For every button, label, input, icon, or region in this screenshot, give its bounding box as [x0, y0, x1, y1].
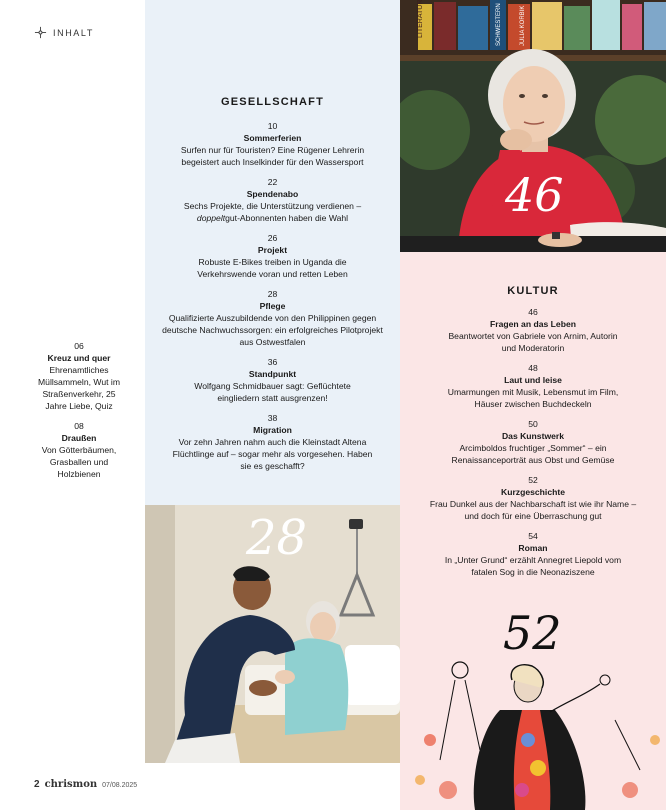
entry-title: Laut und leise [504, 375, 562, 385]
entry-desc: Frau Dunkel aus der Nachbarschaft ist wie ihr Name – und doch für eine Überraschung gut [429, 499, 637, 521]
entry-page: 26 [267, 233, 278, 243]
entry-title: Kurzgeschichte [501, 487, 565, 497]
entry-page: 38 [267, 413, 278, 423]
toc-entry[interactable] [145, 120, 400, 168]
entry-desc: Arcimboldos fruchtiger „Sommer“ – ein Renaissanceporträt aus Obst und Gemüse [451, 443, 615, 465]
toc-entry[interactable] [400, 362, 666, 410]
svg-text:SCHWESTERN: SCHWESTERN [496, 3, 502, 46]
toc-entry[interactable] [145, 176, 400, 224]
toc-entry[interactable] [0, 340, 158, 412]
svg-text:LITERATUR: LITERATUR [417, 0, 424, 38]
entry-title: Standpunkt [248, 369, 297, 379]
entry-desc: Surfen nur für Touristen? Eine Rügener Lehrerin begeistert auch Inselkinder für den Wassersport [180, 145, 365, 167]
kultur-section [400, 285, 666, 586]
left-section [0, 340, 158, 488]
entry-desc: Vor zehn Jahren nahm auch die Kleinstadt Altena Flüchtlinge auf – sogar mehr als vorgesehen. Haben sie es geschafft? [172, 437, 373, 471]
entry-title: Das Kunstwerk [501, 431, 565, 441]
svg-text:JULIA KORBIK: JULIA KORBIK [520, 5, 526, 46]
entry-desc: Wolfgang Schmidbauer sagt: Geflüchtete eingliedern statt ausgrenzen! [194, 381, 351, 403]
toc-entry[interactable] [400, 530, 666, 578]
entry-title: Spendenabo [246, 189, 299, 199]
entry-title: Sommerferien [243, 133, 302, 143]
entry-title: Migration [253, 425, 292, 435]
page-number: 2 [34, 779, 40, 790]
entry-page: 06 [74, 341, 84, 351]
portrait-page-number: 46 [505, 168, 564, 222]
entry-desc: Robuste E-Bikes treiben in Uganda die Verkehrswende voran und retten Leben [197, 257, 348, 279]
entry-desc: In „Unter Grund“ erzählt Annegret Liepold vom fatalen Sog in die Neonaziszene [444, 555, 622, 577]
entry-page: 48 [528, 363, 538, 373]
entry-desc: Sechs Projekte, die Unterstützung verdienen – doppeltgut-Abonnenten haben die Wahl [183, 201, 362, 223]
entry-page: 54 [528, 531, 538, 541]
entry-title: Roman [518, 543, 548, 553]
illustration-page-number: 52 [503, 606, 562, 660]
nurse-page-number: 28 [246, 510, 308, 566]
entry-title: Fragen an das Leben [490, 319, 576, 329]
page-footer [34, 779, 137, 790]
entry-page: 10 [267, 121, 278, 131]
fashion-illustration [400, 640, 666, 810]
brand-logo: chrismon [44, 779, 98, 790]
section-title-gesellschaft: GESELLSCHAFT [220, 96, 324, 108]
toc-entry[interactable] [145, 288, 400, 348]
section-header [34, 26, 94, 39]
entry-page: 22 [267, 177, 278, 187]
entry-page: 50 [528, 419, 538, 429]
toc-entry[interactable] [0, 420, 158, 480]
compass-cross-icon [34, 26, 47, 39]
entry-title: Pflege [259, 301, 286, 311]
entry-page: 28 [267, 289, 278, 299]
gesellschaft-section [145, 96, 400, 480]
toc-entry[interactable] [400, 418, 666, 466]
toc-entry[interactable] [400, 474, 666, 522]
entry-title: Draußen [61, 433, 97, 443]
entry-desc: Beantwortet von Gabriele von Arnim, Autorin und Moderatorin [448, 331, 618, 353]
toc-entry[interactable] [145, 412, 400, 472]
entry-title: Kreuz und quer [47, 353, 111, 363]
section-title-kultur: KULTUR [507, 285, 559, 297]
entry-page: 52 [528, 475, 538, 485]
entry-page: 36 [267, 357, 278, 367]
issue-date: 07/08.2025 [102, 782, 138, 789]
toc-entry[interactable] [145, 232, 400, 280]
entry-desc: Ehrenamtliches Müllsammeln, Wut im Straßenverkehr, 25 Jahre Liebe, Quiz [38, 365, 120, 411]
header-label: INHALT [53, 27, 94, 38]
entry-desc: Von Götterbäumen, Grasballen und Holzbienen [41, 445, 117, 479]
toc-entry[interactable] [145, 356, 400, 404]
entry-desc: Umarmungen mit Musik, Lebensmut im Film, Häuser zwischen Buchdeckeln [447, 387, 619, 409]
toc-entry[interactable] [400, 306, 666, 354]
entry-desc: Qualifizierte Auszubildende von den Philippinen gegen deutsche Nachwuchssorgen: ein erfolgreiches Pilotprojekt aus Ostwestfalen [162, 313, 383, 347]
entry-page: 46 [528, 307, 538, 317]
entry-title: Projekt [257, 245, 288, 255]
entry-page: 08 [74, 421, 84, 431]
